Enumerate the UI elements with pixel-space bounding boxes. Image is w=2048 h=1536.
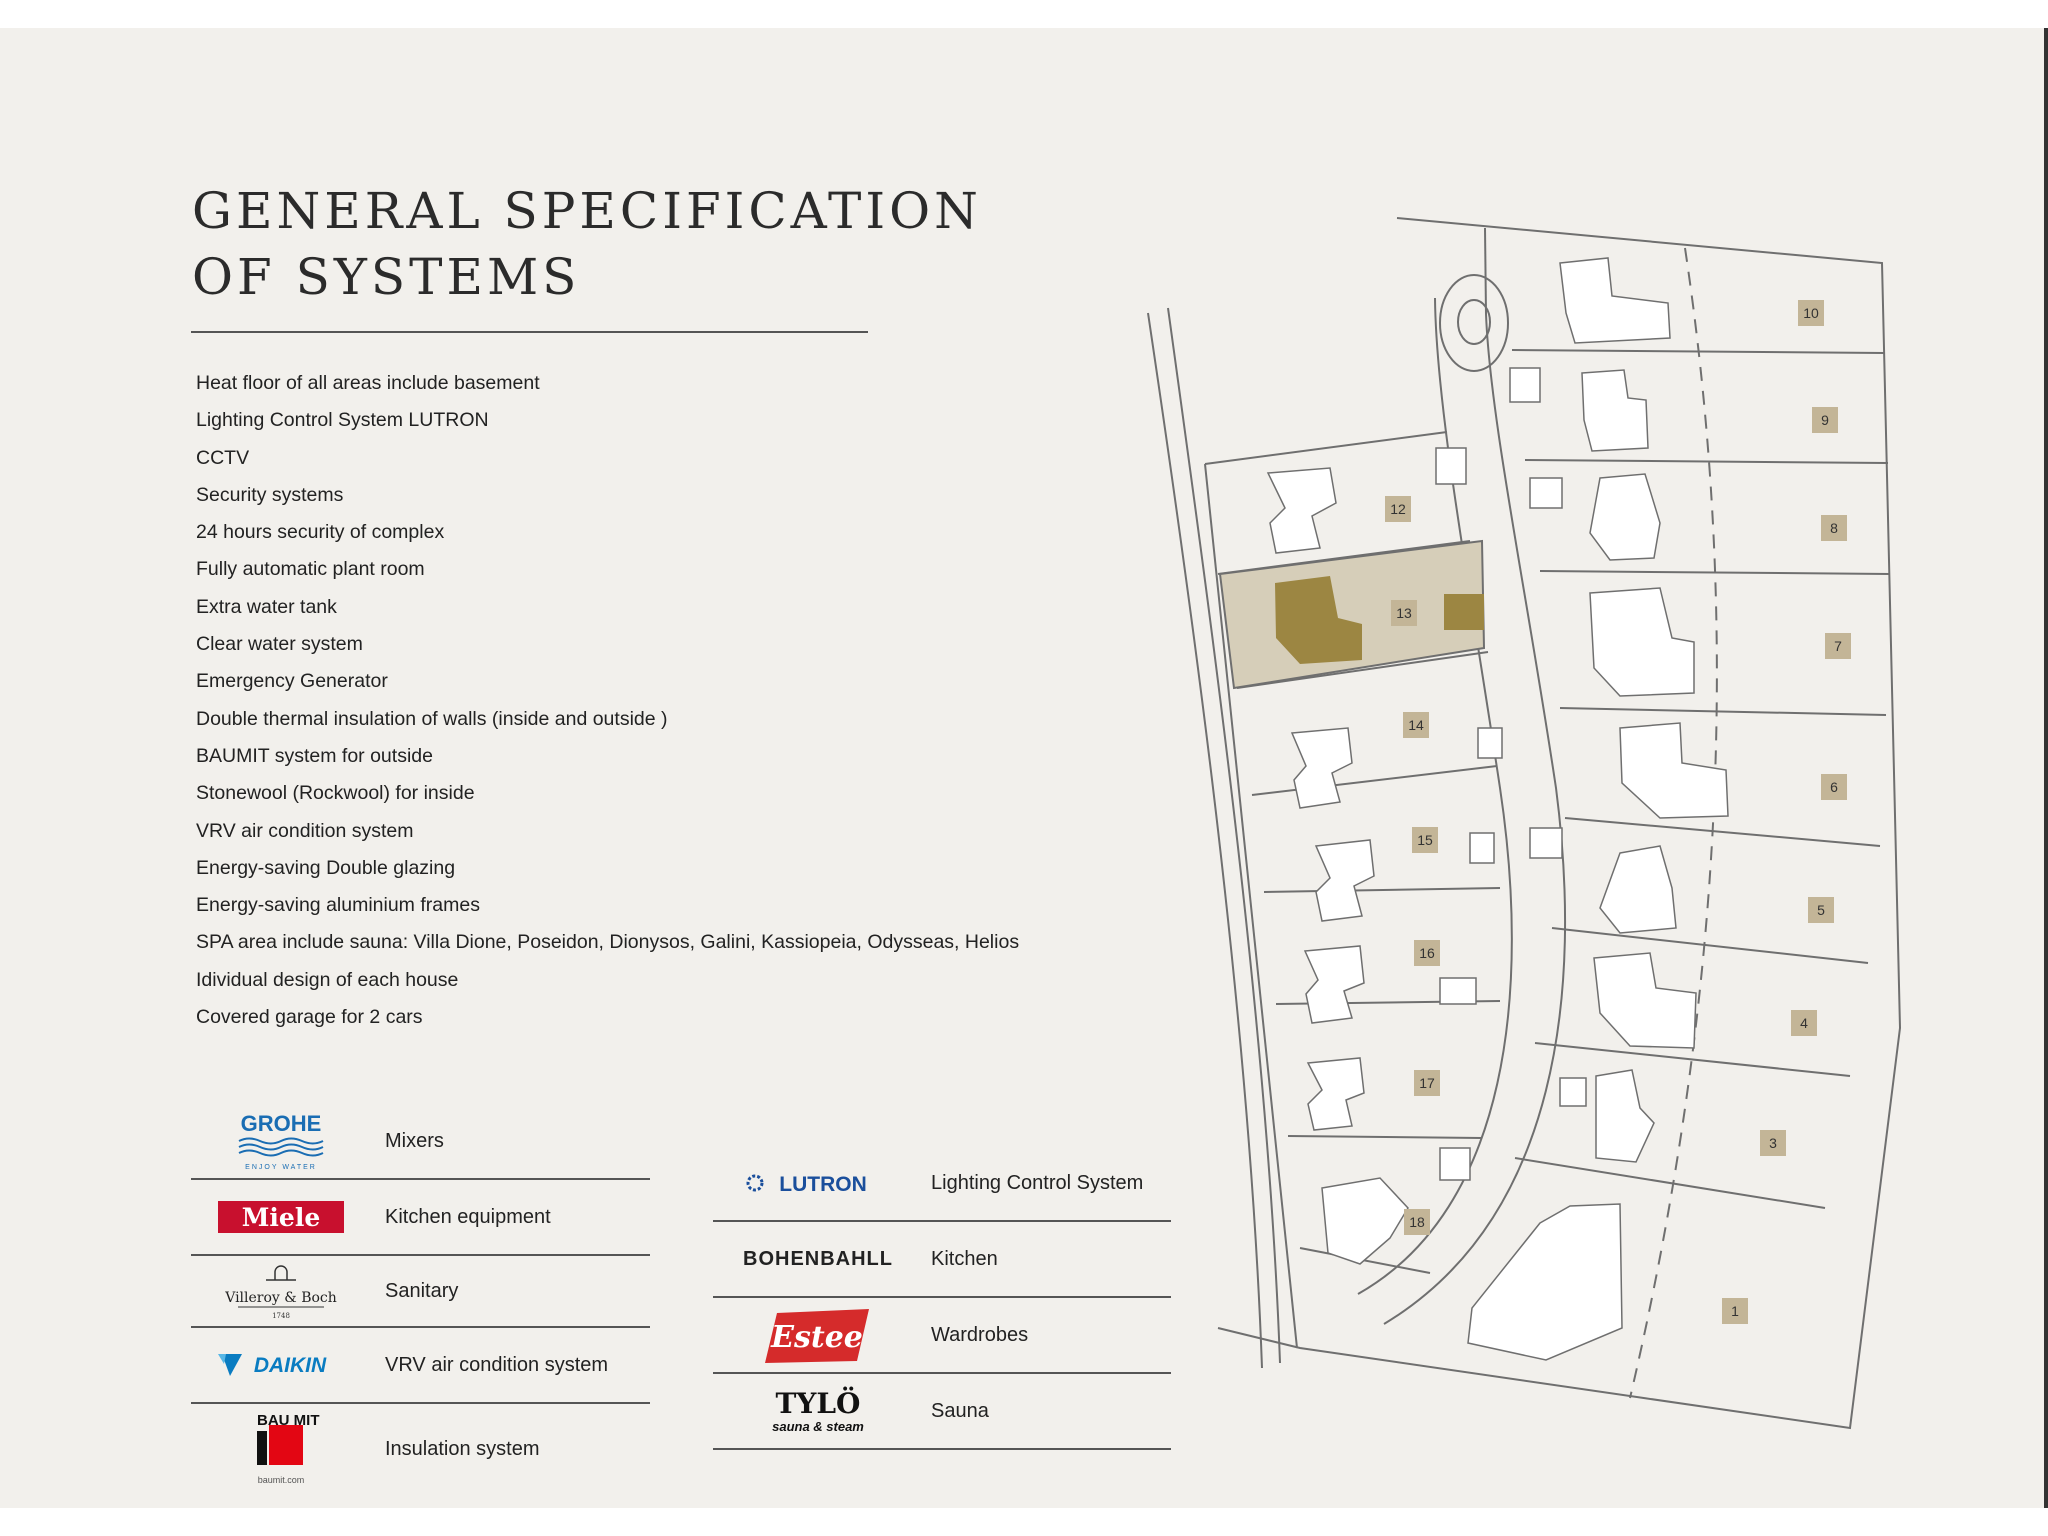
road-edge-east bbox=[1384, 314, 1565, 1324]
spec-item: Energy-saving Double glazing bbox=[196, 856, 456, 879]
road-roundabout bbox=[1440, 275, 1508, 371]
lot-badge-15 bbox=[1412, 827, 1438, 853]
lot-number: 13 bbox=[1396, 605, 1412, 621]
brand-row-baumit bbox=[191, 1404, 650, 1494]
estee-logo bbox=[713, 1300, 923, 1370]
lot-badge-4 bbox=[1791, 1010, 1817, 1036]
lutron-logo-text: LUTRON bbox=[779, 1173, 867, 1196]
brand-label: Mixers bbox=[385, 1129, 444, 1152]
spec-item: Idividual design of each house bbox=[196, 968, 459, 991]
spec-item: CCTV bbox=[196, 446, 250, 469]
brand-label: Insulation system bbox=[385, 1437, 540, 1460]
villeroy-boch-text: Villeroy & Boch bbox=[225, 1290, 337, 1306]
spec-item: Clear water system bbox=[196, 633, 363, 656]
page-edge bbox=[2044, 28, 2048, 1508]
house-5 bbox=[1600, 846, 1676, 933]
villeroy-boch-logo bbox=[191, 1256, 371, 1326]
tylo-tagline: sauna & steam bbox=[772, 1419, 864, 1434]
house-8 bbox=[1590, 474, 1660, 560]
lot-number: 6 bbox=[1830, 779, 1838, 795]
lutron-logo bbox=[713, 1148, 923, 1218]
house-17 bbox=[1308, 1058, 1364, 1130]
spec-item: Heat floor of all areas include basement bbox=[196, 372, 540, 394]
lot-badge-13 bbox=[1391, 600, 1417, 626]
brand-label: Kitchen bbox=[931, 1247, 998, 1270]
house-15 bbox=[1316, 840, 1374, 921]
grohe-tagline: ENJOY WATER bbox=[245, 1164, 317, 1171]
spec-item: Emergency Generator bbox=[196, 670, 388, 693]
villeroy-boch-year: 1748 bbox=[272, 1312, 290, 1320]
lot-badge-14 bbox=[1403, 712, 1429, 738]
spec-item: Energy-saving aluminium frames bbox=[196, 894, 480, 917]
road-edge-west bbox=[1358, 298, 1512, 1294]
brand-label: Kitchen equipment bbox=[385, 1205, 551, 1228]
house-10 bbox=[1560, 258, 1670, 343]
house-14 bbox=[1292, 728, 1352, 808]
lot-number: 17 bbox=[1419, 1075, 1435, 1091]
brand-row-tylo bbox=[713, 1374, 1171, 1450]
lot-badge-7 bbox=[1825, 633, 1851, 659]
site-plan bbox=[1130, 208, 1930, 1448]
lot-number: 18 bbox=[1409, 1214, 1425, 1230]
brand-row-lutron bbox=[713, 1146, 1171, 1222]
brand-label: Lighting Control System bbox=[931, 1171, 1144, 1194]
brand-row-bohenbahll bbox=[713, 1222, 1171, 1298]
site-edge-west-inner bbox=[1168, 308, 1280, 1363]
house-4 bbox=[1594, 953, 1696, 1048]
lot-badge-17 bbox=[1414, 1070, 1440, 1096]
brand-label: Sanitary bbox=[385, 1279, 459, 1302]
lot-badge-5 bbox=[1808, 897, 1834, 923]
daikin-logo bbox=[191, 1330, 371, 1400]
lot-number: 14 bbox=[1408, 717, 1424, 733]
house-9 bbox=[1582, 370, 1648, 451]
estee-logo-text: Estee bbox=[771, 1320, 863, 1355]
lot-number: 1 bbox=[1731, 1303, 1739, 1319]
baumit-logo bbox=[191, 1404, 371, 1494]
brand-row-estee bbox=[713, 1298, 1171, 1374]
lot-badge-10 bbox=[1798, 300, 1824, 326]
page-title bbox=[192, 178, 982, 310]
bohenbahll-logo-text: BOHENBAHLL bbox=[743, 1247, 893, 1270]
baumit-logo-text: BAU MIT bbox=[257, 1412, 320, 1429]
spec-item: 24 hours security of complex bbox=[196, 521, 445, 544]
daikin-logo-text: DAIKIN bbox=[253, 1354, 327, 1377]
miele-logo bbox=[191, 1182, 371, 1252]
lot-badge-1 bbox=[1722, 1298, 1748, 1324]
house-7 bbox=[1590, 588, 1694, 696]
lot-badge-3 bbox=[1760, 1130, 1786, 1156]
grohe-logo-text: GROHE bbox=[240, 1111, 322, 1136]
spec-item: BAUMIT system for outside bbox=[196, 744, 433, 767]
house-18 bbox=[1322, 1178, 1408, 1264]
spec-item: Extra water tank bbox=[196, 595, 337, 618]
lot-number: 3 bbox=[1769, 1135, 1777, 1151]
spec-item: Covered garage for 2 cars bbox=[196, 1006, 423, 1029]
lot-number: 9 bbox=[1821, 412, 1829, 428]
title-line-1: GENERAL SPECIFICATION bbox=[192, 182, 982, 240]
lot-badge-18 bbox=[1404, 1209, 1430, 1235]
spec-item: Lighting Control System LUTRON bbox=[196, 409, 489, 432]
title-line-2: OF SYSTEMS bbox=[192, 248, 581, 306]
lot-badge-9 bbox=[1812, 407, 1838, 433]
house-16 bbox=[1305, 946, 1364, 1023]
lot-number: 16 bbox=[1419, 945, 1435, 961]
spec-item: SPA area include sauna: Villa Dione, Poseidon, Dionysos, Galini, Kassiopeia, Odysseas, Helios bbox=[196, 931, 1020, 954]
lot-number: 15 bbox=[1417, 832, 1433, 848]
spec-item: VRV air condition system bbox=[196, 819, 414, 842]
grohe-logo bbox=[191, 1106, 371, 1176]
spec-item: Fully automatic plant room bbox=[196, 558, 425, 581]
miele-logo-text: Miele bbox=[241, 1203, 321, 1232]
lot-badge-8 bbox=[1821, 515, 1847, 541]
brand-label: Sauna bbox=[931, 1399, 989, 1422]
tylo-logo-text: TYLÖ bbox=[775, 1387, 861, 1420]
title-divider bbox=[191, 331, 868, 333]
brochure-page bbox=[0, 28, 2044, 1508]
specification-list bbox=[196, 368, 1019, 1039]
lot-number: 7 bbox=[1834, 638, 1842, 654]
baumit-tagline: baumit.com bbox=[257, 1475, 305, 1485]
brand-label: Wardrobes bbox=[931, 1323, 1029, 1346]
lot-badge-16 bbox=[1414, 940, 1440, 966]
tylo-logo bbox=[713, 1376, 923, 1446]
lot-number: 5 bbox=[1817, 902, 1825, 918]
brand-row-miele bbox=[191, 1180, 650, 1256]
brand-row-daikin bbox=[191, 1328, 650, 1404]
lot-number: 10 bbox=[1803, 305, 1819, 321]
brand-row-villeroy-boch bbox=[191, 1256, 650, 1328]
lot-number: 8 bbox=[1830, 520, 1838, 536]
house-1 bbox=[1468, 1204, 1622, 1360]
lot-number: 4 bbox=[1800, 1015, 1808, 1031]
spec-item: Security systems bbox=[196, 483, 344, 506]
house-12 bbox=[1268, 468, 1336, 553]
lot-number: 12 bbox=[1390, 501, 1406, 517]
house-6 bbox=[1620, 723, 1728, 818]
spec-item: Double thermal insulation of walls (inside and outside ) bbox=[196, 707, 668, 730]
spec-item: Stonewool (Rockwool) for inside bbox=[196, 782, 475, 805]
bohenbahll-logo bbox=[713, 1224, 923, 1294]
lot-badge-6 bbox=[1821, 774, 1847, 800]
lot-badge-12 bbox=[1385, 496, 1411, 522]
house-3 bbox=[1596, 1070, 1654, 1162]
brand-label: VRV air condition system bbox=[385, 1353, 609, 1376]
brand-row-grohe bbox=[191, 1104, 650, 1180]
